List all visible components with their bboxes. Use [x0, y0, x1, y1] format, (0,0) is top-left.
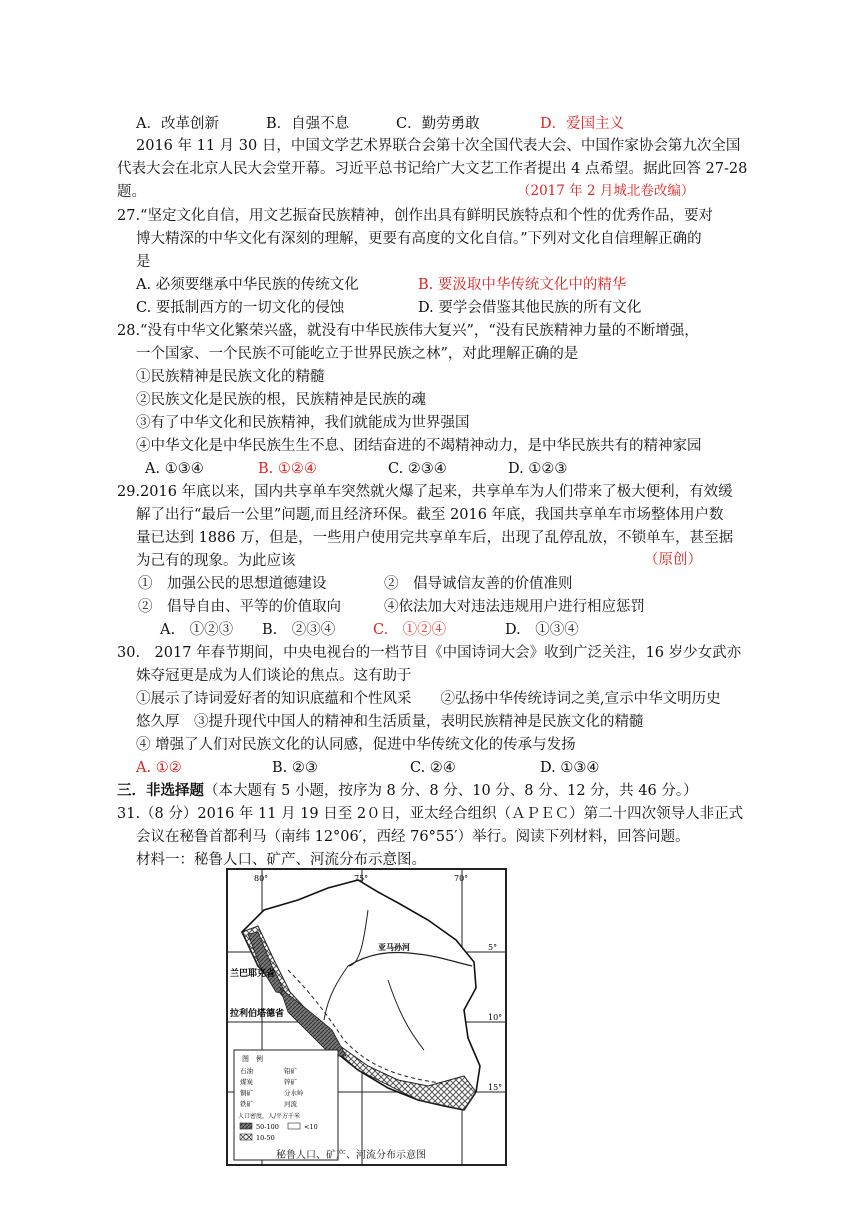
- legend-title: 图 例: [242, 1055, 263, 1063]
- q30-option-a: A. ①②: [136, 760, 182, 776]
- legend-item: 石油: [240, 1067, 253, 1075]
- q31-stem-1: 31.（8 分）2016 年 11 月 19 日至 2０日，亚太经合组织（ＡＰＥＣ）第二十四次领导人非正式: [117, 806, 744, 822]
- q27-option-c: C. 要抵制西方的一切文化的侵蚀: [136, 300, 345, 316]
- q30-item-1: ①展示了诗词爱好者的知识底蕴和个性风采 ②弘扬中华传统诗词之美,宣示中华文明历史: [136, 691, 721, 707]
- q27-option-a: A. 必须要继承中华民族的传统文化: [136, 277, 359, 293]
- q29-option-c: C. ①②④: [373, 622, 447, 638]
- q29-stem-3: 量已达到 1886 万，但是，一些用户使用完共享单车后，出现了乱停乱放，不锁单车，甚至据: [136, 530, 734, 546]
- q30-option-b: B. ②③: [272, 760, 318, 776]
- province-label-lambayeque: 兰巴耶克省: [230, 969, 276, 979]
- q27-stem-3: 是: [136, 254, 151, 270]
- q27-option-d: D. 要学会借鉴其他民族的所有文化: [418, 300, 642, 316]
- legend-item: 锌矿: [284, 1078, 297, 1086]
- q27-stem-1: 27.“坚定文化自信，用文艺振奋民族精神，创作出具有鲜明民族特点和个性的优秀作品，要对: [117, 208, 713, 224]
- lon-label: 80°: [254, 874, 269, 883]
- q26-option-b: B．自强不息: [266, 116, 350, 132]
- legend-item: 铅矿: [284, 1067, 297, 1075]
- q30-item-2: 悠久厚 ③提升现代中国人的精神和生活质量，表明民族精神是民族文化的精髓: [136, 714, 644, 730]
- intro-line-2: 代表大会在北京人民大会堂开幕。习近平总书记给广大文艺工作者提出 4 点希望。据此回答 27-28: [117, 161, 748, 177]
- q27-option-b: B. 要汲取中华传统文化中的精华: [418, 277, 627, 293]
- lat-label: 15°: [488, 1083, 503, 1092]
- legend-item: 铜矿: [240, 1089, 253, 1097]
- lon-label: 70°: [454, 874, 469, 883]
- density-item: <10: [304, 1123, 318, 1131]
- q29-item-1: ① 加强公民的思想道德建设: [138, 576, 327, 592]
- q30-option-c: C. ②④: [410, 760, 456, 776]
- q29-option-a: A. ①②③: [160, 622, 234, 638]
- density-swatch: [240, 1123, 252, 1129]
- q28-stem-2: 一个国家、一个民族不可能屹立于世界民族之林”，对此理解正确的是: [136, 346, 579, 362]
- q30-option-d: D. ①③④: [540, 760, 600, 776]
- q29-item-2: ② 倡导诚信友善的价值准则: [384, 576, 573, 592]
- q29-item-3: ② 倡导自由、平等的价值取向: [138, 599, 341, 615]
- q26-option-a: A．改革创新: [136, 116, 219, 132]
- legend-item: 分水岭: [284, 1089, 304, 1097]
- province-label-la-libertad: 拉利伯塔德省: [230, 1009, 285, 1019]
- section-3-heading: [117, 781, 698, 801]
- q28-option-d: D. ①②③: [508, 461, 568, 477]
- source-note-1: （2017 年 2 月城北卷改编）: [517, 183, 695, 199]
- map-caption: 秘鲁人口、矿产、河流分布示意图: [276, 1150, 426, 1161]
- q31-stem-2: 会议在秘鲁首都利马（南纬 12°06′，西经 76°55′）举行。阅读下列材料，回答问题。: [136, 829, 690, 845]
- q27-stem-2: 博大精深的中华文化有深刻的理解，更要有高度的文化自信。”下列对文化自信理解正确的: [136, 231, 702, 247]
- density-title: 人口密度，人/平方千米: [238, 1113, 301, 1120]
- q30-stem-1: 30. 2017 年春节期间，中央电视台的一档节目《中国诗词大会》收到广泛关注，16 岁少女武亦: [117, 645, 742, 661]
- q28-stem-1: 28.“没有中华文化繁荣兴盛，就没有中华民族伟大复兴”，“没有民族精神力量的不断增强，: [117, 323, 699, 339]
- q29-stem-4: 为己有的现象。为此应该: [136, 553, 296, 569]
- q28-option-b: B. ①②④: [258, 461, 317, 477]
- q28-item-1: ①民族精神是民族文化的精髓: [136, 369, 325, 385]
- q29-stem-2: 解了出行“最后一公里”问题,而且经济环保。截至 2016 年底，我国共享单车市场整体用户数: [136, 507, 724, 523]
- intro-line-3: 题。: [117, 184, 146, 200]
- lat-label: 5°: [488, 943, 498, 952]
- source-note-2: （原创）: [644, 552, 702, 568]
- q28-option-a: A. ①③④: [145, 461, 204, 477]
- q29-item-4: ④依法加大对违法违规用户进行相应惩罚: [384, 599, 645, 615]
- legend-item: 河流: [284, 1100, 297, 1108]
- legend-item: 煤炭: [240, 1078, 253, 1086]
- density-item: 10-50: [256, 1134, 275, 1142]
- q29-option-d: D. ①③④: [505, 622, 579, 638]
- q28-item-3: ③有了中华文化和民族精神，我们就能成为世界强国: [136, 415, 470, 431]
- q28-item-4: ④中华文化是中华民族生生不息、团结奋进的不竭精神动力，是中华民族共有的精神家园: [136, 438, 702, 454]
- density-swatch: [288, 1123, 300, 1129]
- intro-line-1: 2016 年 11 月 30 日，中国文学艺术界联合会第十次全国代表大会、中国作家协会第九次全国: [136, 138, 741, 154]
- q31-material-1: 材料一：秘鲁人口、矿产、河流分布示意图。: [136, 852, 426, 868]
- q29-stem-1: 29.2016 年底以来，国内共享单车突然就火爆了起来，共享单车为人们带来了极大便利，有效缓: [117, 484, 733, 500]
- q28-option-c: C. ②③④: [388, 461, 447, 477]
- q30-stem-2: 姝夺冠更是成为人们谈论的焦点。这有助于: [136, 668, 412, 684]
- section-3-desc: （本大题有 5 小题，按序为 8 分、8 分、10 分、8 分、12 分，共 46 分。）: [204, 783, 698, 799]
- q30-item-3: ④ 增强了人们对民族文化的认同感，促进中华传统文化的传承与发扬: [136, 737, 576, 753]
- section-3-title: 三．非选择题: [117, 782, 204, 799]
- river-label: 亚马孙河: [378, 942, 410, 952]
- peru-map: [226, 868, 507, 1166]
- density-swatch: [240, 1134, 252, 1140]
- q26-option-c: C．勤劳勇敢: [396, 116, 480, 132]
- density-item: 50-100: [256, 1123, 279, 1131]
- q26-option-d: D．爱国主义: [540, 116, 625, 132]
- lat-label: 10°: [488, 1013, 503, 1022]
- q28-item-2: ②民族文化是民族的根，民族精神是民族的魂: [136, 392, 426, 408]
- lon-label: 75°: [354, 874, 369, 883]
- legend-item: 铁矿: [240, 1100, 253, 1108]
- q29-option-b: B. ②③④: [262, 622, 336, 638]
